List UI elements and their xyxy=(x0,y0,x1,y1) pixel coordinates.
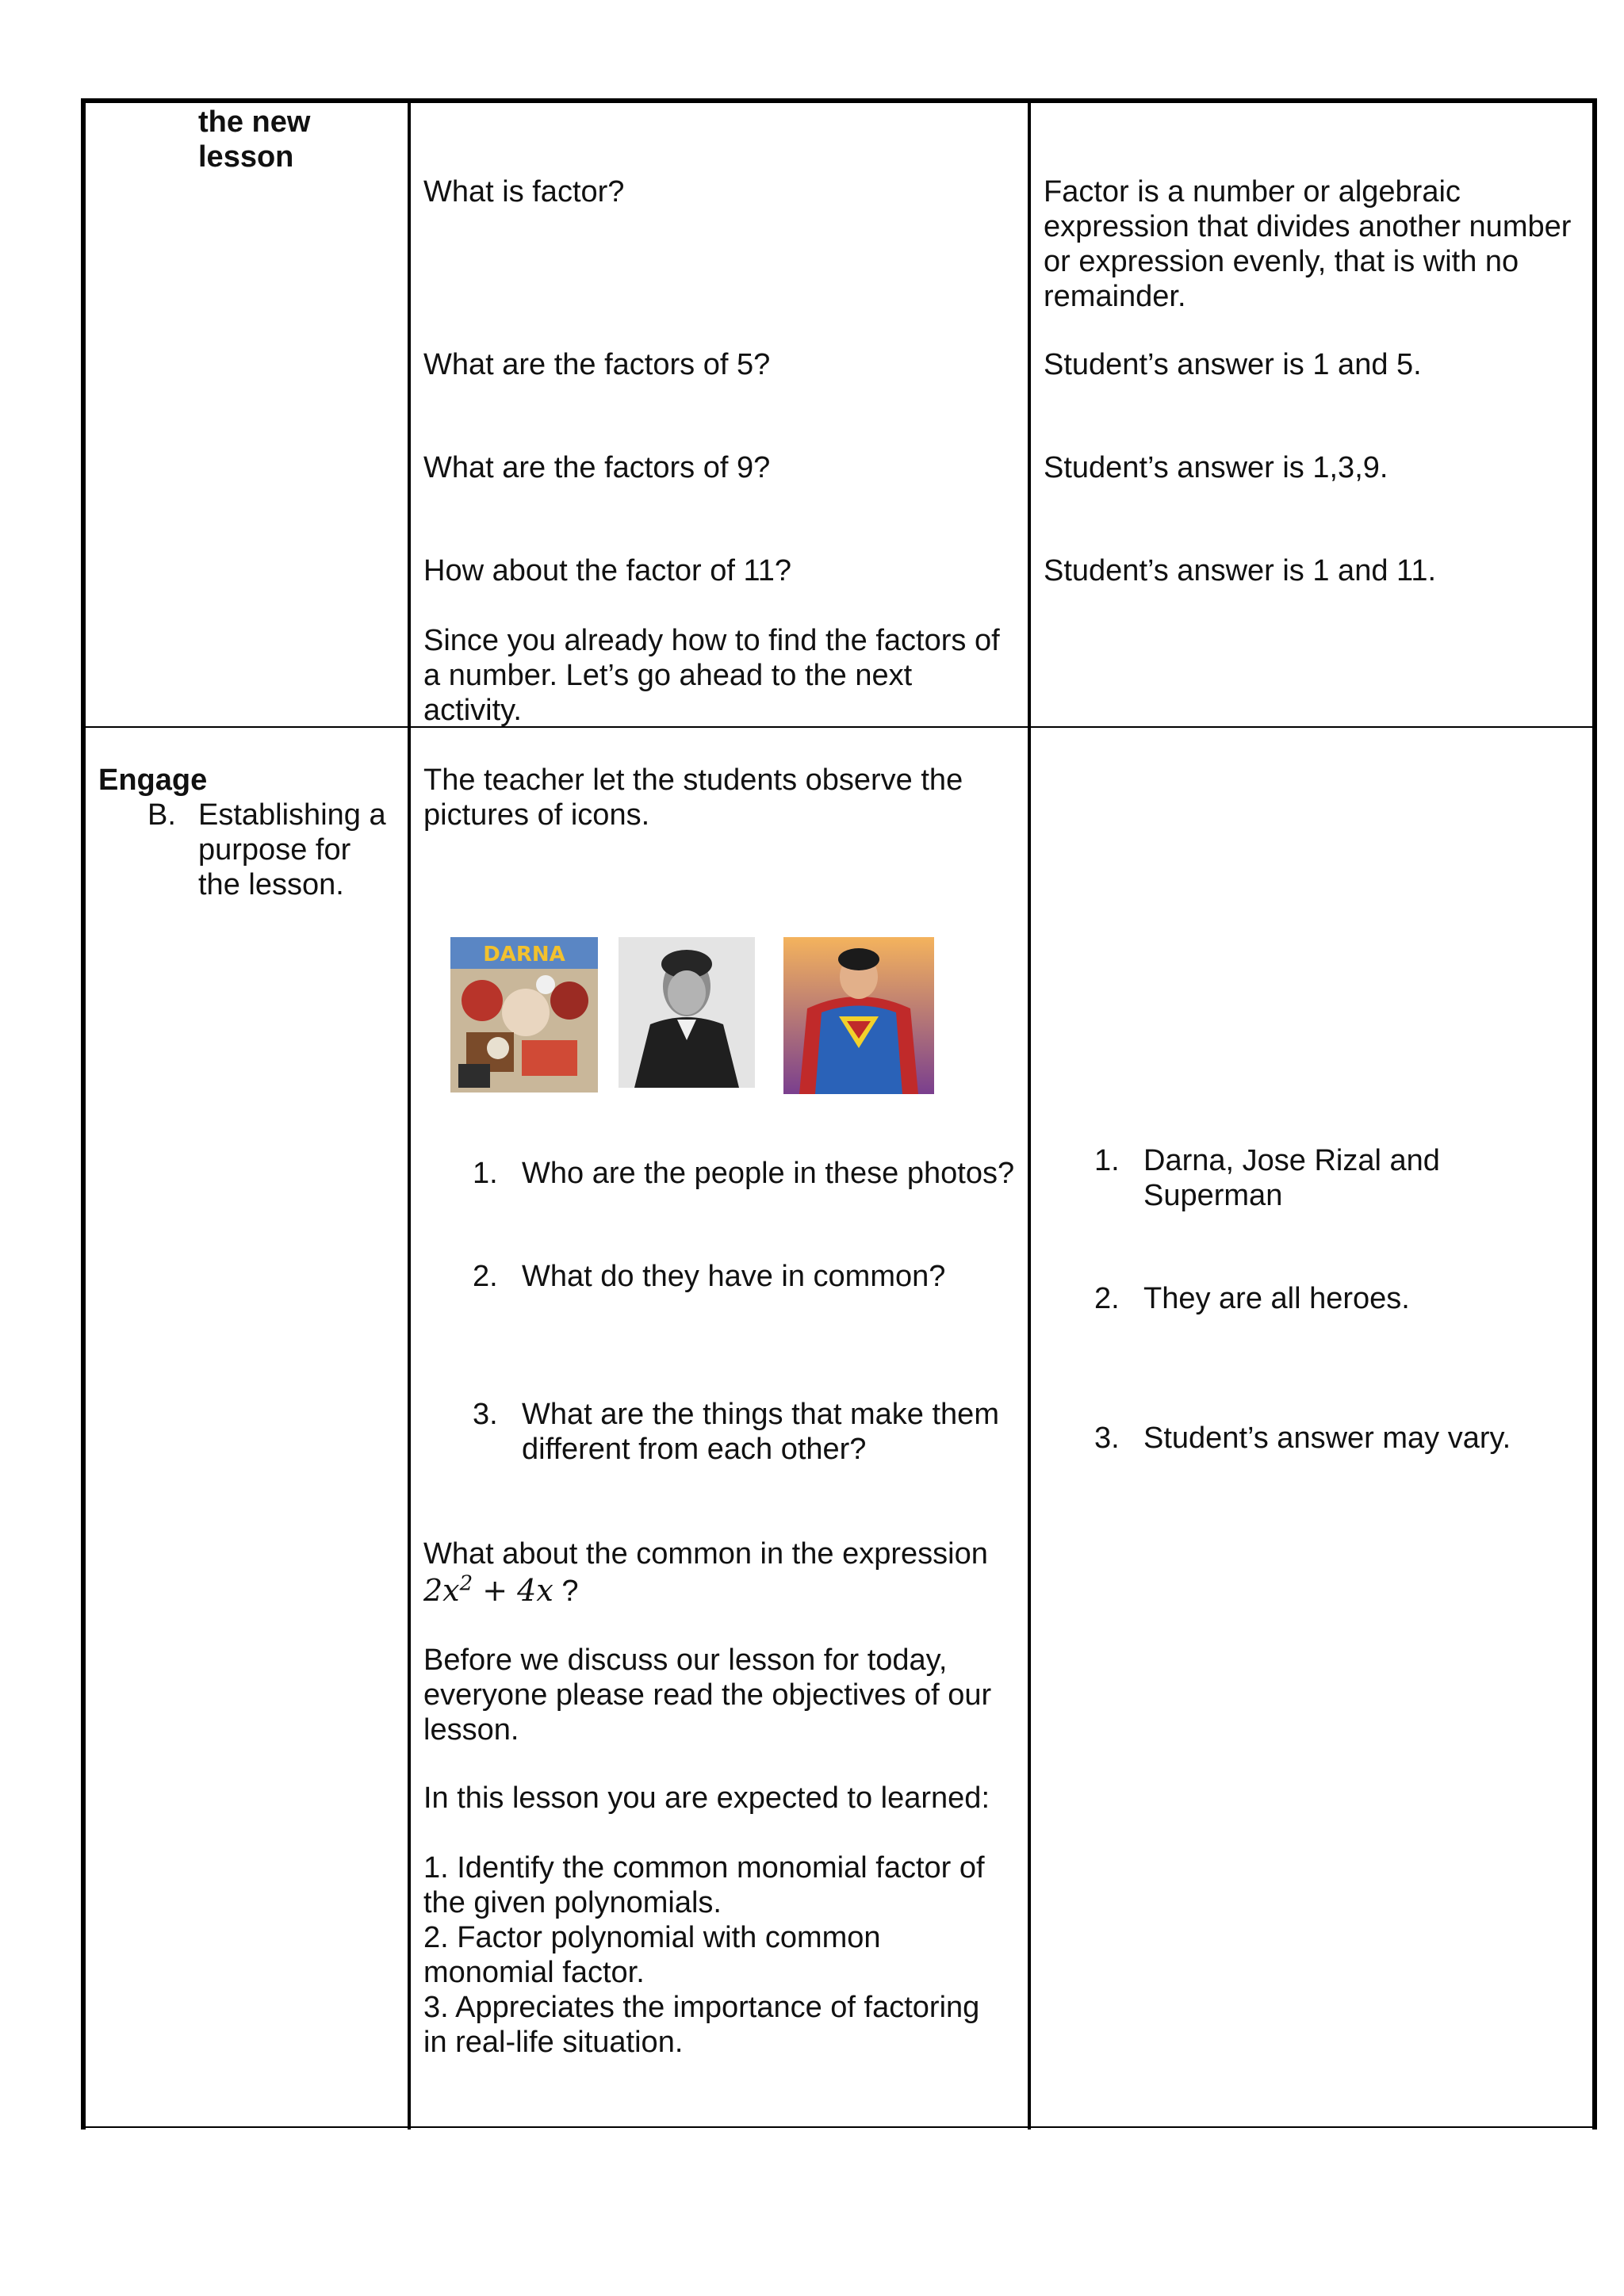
answer-1-line-2: Superman xyxy=(1143,1179,1283,1212)
answer-1: Darna, Jose Rizal and xyxy=(1143,1144,1440,1177)
answer-2-number: 2. xyxy=(1094,1282,1120,1315)
objective-1: 1. Identify the common monomial factor of xyxy=(423,1851,985,1885)
establishing-heading: Establishing a xyxy=(198,798,386,832)
jose-rizal-photo-art xyxy=(619,937,755,1088)
factor-definition: Factor is a number or algebraic xyxy=(1044,175,1461,209)
jose-rizal-photo-icon xyxy=(619,937,755,1088)
factor-definition-2: expression that divides another number xyxy=(1044,210,1572,243)
answer-factors-of-5: Student’s answer is 1 and 5. xyxy=(1044,348,1422,381)
objective-1-line-2: the given polynomials. xyxy=(423,1886,722,1919)
question-factors-of-9: What are the factors of 9? xyxy=(423,451,771,484)
table-bottom-border xyxy=(81,2126,1597,2128)
expression-term-2: + 4x xyxy=(473,1573,553,1608)
answer-factors-of-9: Student’s answer is 1,3,9. xyxy=(1044,451,1388,484)
engage-heading: Engage xyxy=(98,763,208,797)
answer-1-number: 1. xyxy=(1094,1144,1120,1177)
question-1: Who are the people in these photos? xyxy=(522,1157,1015,1190)
answer-3: Student’s answer may vary. xyxy=(1143,1422,1511,1455)
objective-3-line-2: in real-life situation. xyxy=(423,2026,684,2059)
column-divider-1 xyxy=(408,98,411,2130)
expected-text: In this lesson you are expected to learned: xyxy=(423,1781,990,1815)
observe-instruction: The teacher let the students observe the xyxy=(423,763,963,797)
row-divider xyxy=(81,726,1597,728)
continued-heading: the new xyxy=(198,105,311,139)
svg-text:DARNA: DARNA xyxy=(483,943,565,966)
objective-2: 2. Factor polynomial with common xyxy=(423,1921,881,1954)
expression xyxy=(423,1573,578,1609)
table-right-border xyxy=(1592,98,1597,2130)
question-factor-of-11: How about the factor of 11? xyxy=(423,554,792,587)
expression-exponent: 2 xyxy=(459,1571,473,1596)
expression-question-mark: ? xyxy=(553,1575,579,1608)
table-left-border xyxy=(81,98,86,2130)
question-factors-of-5: What are the factors of 5? xyxy=(423,348,771,381)
transition-text-3: activity. xyxy=(423,694,522,727)
column-divider-2 xyxy=(1028,98,1031,2130)
observe-instruction-2: pictures of icons. xyxy=(423,798,650,832)
before-lesson-text-3: lesson. xyxy=(423,1713,519,1747)
question-3-number: 3. xyxy=(473,1398,498,1431)
question-2-number: 2. xyxy=(473,1260,498,1293)
darna-photo-icon xyxy=(450,937,598,1093)
table-top-border xyxy=(81,98,1597,103)
expression-term-1: 2x xyxy=(423,1573,460,1608)
objective-2-line-2: monomial factor. xyxy=(423,1956,645,1989)
establishing-heading-3: the lesson. xyxy=(198,868,344,901)
answer-factor-of-11: Student’s answer is 1 and 11. xyxy=(1044,554,1437,587)
answer-3-number: 3. xyxy=(1094,1422,1120,1455)
continued-heading-2: lesson xyxy=(198,140,294,174)
transition-text-2: a number. Let’s go ahead to the next xyxy=(423,659,913,692)
question-1-number: 1. xyxy=(473,1157,498,1190)
question-2: What do they have in common? xyxy=(522,1260,946,1293)
before-lesson-text-2: everyone please read the objectives of our xyxy=(423,1678,992,1712)
common-expression-question: What about the common in the expression xyxy=(423,1537,988,1571)
factor-definition-3: or expression evenly, that is with no xyxy=(1044,245,1519,278)
transition-text: Since you already how to find the factors of xyxy=(423,624,1000,657)
establishing-heading-2: purpose for xyxy=(198,833,351,867)
superman-photo-art xyxy=(783,937,934,1094)
question-3-line-2: different from each other? xyxy=(522,1433,867,1466)
superman-photo-icon xyxy=(783,937,934,1094)
factor-definition-4: remainder. xyxy=(1044,280,1186,313)
answer-2: They are all heroes. xyxy=(1143,1282,1410,1315)
question-3: What are the things that make them xyxy=(522,1398,999,1431)
establishing-letter: B. xyxy=(147,798,176,832)
question-what-is-factor: What is factor? xyxy=(423,175,625,209)
before-lesson-text: Before we discuss our lesson for today, xyxy=(423,1644,948,1677)
darna-photo-art xyxy=(450,937,598,1093)
objective-3: 3. Appreciates the importance of factoring xyxy=(423,1991,980,2024)
